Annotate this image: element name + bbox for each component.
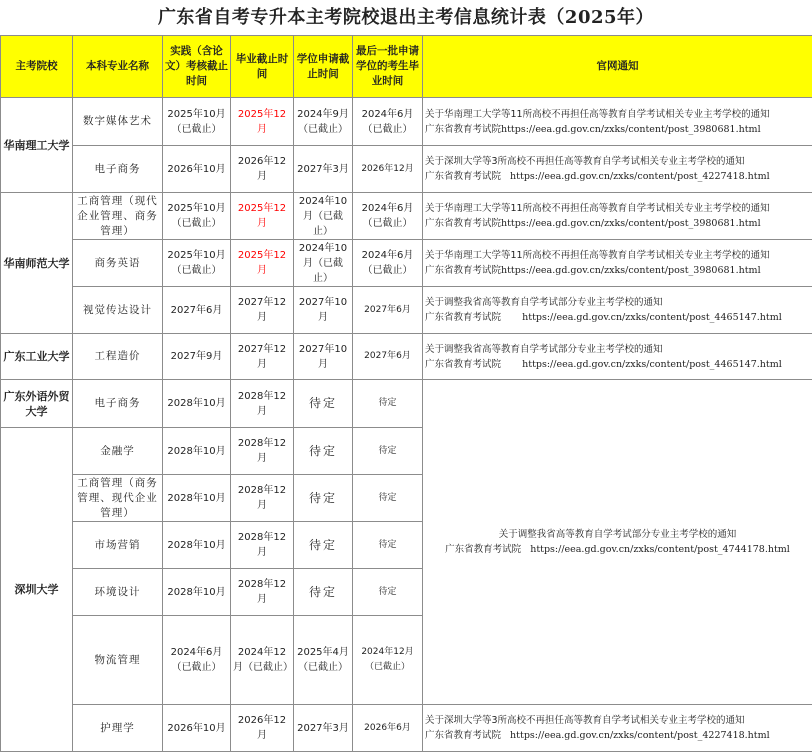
school-cell: 华南理工大学 bbox=[1, 98, 73, 193]
last-batch-cell: 2024年12月（已截止） bbox=[353, 616, 423, 705]
last-batch-cell: 待定 bbox=[353, 428, 423, 475]
school-cell: 广东外语外贸大学 bbox=[1, 380, 73, 428]
last-batch-cell: 2026年12月 bbox=[353, 146, 423, 193]
notice-link[interactable]: 广东省教育考试院 https://eea.gd.gov.cn/zxks/content/post_4227418.html bbox=[425, 728, 810, 743]
page-title: 广东省自考专升本主考院校退出主考信息统计表（2025年） bbox=[0, 0, 812, 35]
notice-link[interactable]: 广东省教育考试院https://eea.gd.gov.cn/zxks/content/post_3980681.html bbox=[425, 216, 810, 231]
notice-title: 关于深圳大学等3所高校不再担任高等教育自学考试相关专业主考学校的通知 bbox=[425, 713, 810, 728]
notice-link[interactable]: 广东省教育考试院 https://eea.gd.gov.cn/zxks/content/post_4744178.html bbox=[425, 542, 810, 557]
table-row bbox=[1, 240, 812, 287]
graduation-cell: 2028年12月 bbox=[231, 569, 294, 616]
table-row bbox=[1, 146, 812, 193]
notice-cell bbox=[423, 705, 812, 752]
major-cell: 电子商务 bbox=[73, 380, 163, 428]
notice-cell bbox=[423, 240, 812, 287]
header-notice: 官网通知 bbox=[423, 36, 812, 98]
degree-cell: 2024年10月（已截止） bbox=[294, 240, 353, 287]
table-row bbox=[1, 98, 812, 146]
major-cell: 工商管理（现代企业管理、商务管理） bbox=[73, 193, 163, 240]
header-major: 本科专业名称 bbox=[73, 36, 163, 98]
graduation-cell: 2028年12月 bbox=[231, 475, 294, 522]
notice-title: 关于调整我省高等教育自学考试部分专业主考学校的通知 bbox=[425, 527, 810, 542]
notice-link[interactable]: 广东省教育考试院 https://eea.gd.gov.cn/zxks/content/post_4227418.html bbox=[425, 169, 810, 184]
major-cell: 护理学 bbox=[73, 705, 163, 752]
notice-cell bbox=[423, 287, 812, 334]
notice-title: 关于华南理工大学等11所高校不再担任高等教育自学考试相关专业主考学校的通知 bbox=[425, 248, 810, 263]
practice-cell: 2028年10月 bbox=[163, 428, 231, 475]
notice-link[interactable]: 广东省教育考试院 https://eea.gd.gov.cn/zxks/content/post_4465147.html bbox=[425, 310, 810, 325]
graduation-cell: 2026年12月 bbox=[231, 705, 294, 752]
degree-cell: 2025年4月（已截止） bbox=[294, 616, 353, 705]
notice-link[interactable]: 广东省教育考试院https://eea.gd.gov.cn/zxks/content/post_3980681.html bbox=[425, 122, 810, 137]
exit-info-table bbox=[0, 35, 812, 752]
last-batch-cell: 2027年6月 bbox=[353, 287, 423, 334]
last-batch-cell: 待定 bbox=[353, 522, 423, 569]
header-degree: 学位申请截止时间 bbox=[294, 36, 353, 98]
table-row bbox=[1, 287, 812, 334]
practice-cell: 2028年10月 bbox=[163, 522, 231, 569]
major-cell: 环境设计 bbox=[73, 569, 163, 616]
table-row bbox=[1, 380, 812, 428]
major-cell: 视觉传达设计 bbox=[73, 287, 163, 334]
degree-cell: 待定 bbox=[294, 475, 353, 522]
degree-cell: 2027年3月 bbox=[294, 146, 353, 193]
last-batch-cell: 2024年6月（已截止） bbox=[353, 193, 423, 240]
graduation-cell: 2028年12月 bbox=[231, 380, 294, 428]
major-cell: 商务英语 bbox=[73, 240, 163, 287]
graduation-cell: 2025年12月 bbox=[231, 98, 294, 146]
graduation-cell: 2028年12月 bbox=[231, 428, 294, 475]
table-row bbox=[1, 334, 812, 380]
practice-cell: 2025年10月（已截止） bbox=[163, 193, 231, 240]
graduation-cell: 2026年12月 bbox=[231, 146, 294, 193]
last-batch-cell: 2026年6月 bbox=[353, 705, 423, 752]
header-graduation: 毕业截止时间 bbox=[231, 36, 294, 98]
practice-cell: 2026年10月 bbox=[163, 705, 231, 752]
graduation-cell: 2027年12月 bbox=[231, 334, 294, 380]
notice-link[interactable]: 广东省教育考试院https://eea.gd.gov.cn/zxks/content/post_3980681.html bbox=[425, 263, 810, 278]
school-cell: 广东工业大学 bbox=[1, 334, 73, 380]
practice-cell: 2025年10月（已截止） bbox=[163, 98, 231, 146]
header-school: 主考院校 bbox=[1, 36, 73, 98]
notice-cell bbox=[423, 146, 812, 193]
notice-cell bbox=[423, 334, 812, 380]
practice-cell: 2027年6月 bbox=[163, 287, 231, 334]
degree-cell: 2024年9月（已截止） bbox=[294, 98, 353, 146]
notice-title: 关于调整我省高等教育自学考试部分专业主考学校的通知 bbox=[425, 342, 810, 357]
last-batch-cell: 待定 bbox=[353, 475, 423, 522]
graduation-cell: 2024年12月（已截止） bbox=[231, 616, 294, 705]
practice-cell: 2026年10月 bbox=[163, 146, 231, 193]
last-batch-cell: 2027年6月 bbox=[353, 334, 423, 380]
notice-title: 关于调整我省高等教育自学考试部分专业主考学校的通知 bbox=[425, 295, 810, 310]
major-cell: 数字媒体艺术 bbox=[73, 98, 163, 146]
practice-cell: 2024年6月（已截止） bbox=[163, 616, 231, 705]
last-batch-cell: 待定 bbox=[353, 569, 423, 616]
notice-cell bbox=[423, 193, 812, 240]
practice-cell: 2027年9月 bbox=[163, 334, 231, 380]
major-cell: 工程造价 bbox=[73, 334, 163, 380]
degree-cell: 2027年10月 bbox=[294, 334, 353, 380]
header-practice: 实践（含论文）考核截止时间 bbox=[163, 36, 231, 98]
notice-title: 关于深圳大学等3所高校不再担任高等教育自学考试相关专业主考学校的通知 bbox=[425, 154, 810, 169]
practice-cell: 2025年10月（已截止） bbox=[163, 240, 231, 287]
notice-title: 关于华南理工大学等11所高校不再担任高等教育自学考试相关专业主考学校的通知 bbox=[425, 107, 810, 122]
degree-cell: 待定 bbox=[294, 380, 353, 428]
degree-cell: 2027年10月 bbox=[294, 287, 353, 334]
table-row bbox=[1, 193, 812, 240]
header-row bbox=[1, 36, 812, 98]
notice-cell bbox=[423, 98, 812, 146]
practice-cell: 2028年10月 bbox=[163, 569, 231, 616]
school-cell: 深圳大学 bbox=[1, 428, 73, 752]
major-cell: 金融学 bbox=[73, 428, 163, 475]
table-row bbox=[1, 705, 812, 752]
last-batch-cell: 待定 bbox=[353, 380, 423, 428]
major-cell: 工商管理（商务管理、现代企业管理） bbox=[73, 475, 163, 522]
last-batch-cell: 2024年6月（已截止） bbox=[353, 98, 423, 146]
last-batch-cell: 2024年6月（已截止） bbox=[353, 240, 423, 287]
major-cell: 物流管理 bbox=[73, 616, 163, 705]
major-cell: 电子商务 bbox=[73, 146, 163, 193]
graduation-cell: 2025年12月 bbox=[231, 240, 294, 287]
degree-cell: 待定 bbox=[294, 428, 353, 475]
notice-title: 关于华南理工大学等11所高校不再担任高等教育自学考试相关专业主考学校的通知 bbox=[425, 201, 810, 216]
degree-cell: 待定 bbox=[294, 522, 353, 569]
merged-notice-cell bbox=[423, 380, 812, 705]
degree-cell: 2027年3月 bbox=[294, 705, 353, 752]
header-last-batch: 最后一批申请学位的考生毕业时间 bbox=[353, 36, 423, 98]
graduation-cell: 2028年12月 bbox=[231, 522, 294, 569]
graduation-cell: 2027年12月 bbox=[231, 287, 294, 334]
notice-link[interactable]: 广东省教育考试院 https://eea.gd.gov.cn/zxks/content/post_4465147.html bbox=[425, 357, 810, 372]
graduation-cell: 2025年12月 bbox=[231, 193, 294, 240]
degree-cell: 待定 bbox=[294, 569, 353, 616]
major-cell: 市场营销 bbox=[73, 522, 163, 569]
school-cell: 华南师范大学 bbox=[1, 193, 73, 334]
practice-cell: 2028年10月 bbox=[163, 380, 231, 428]
practice-cell: 2028年10月 bbox=[163, 475, 231, 522]
degree-cell: 2024年10月（已截止） bbox=[294, 193, 353, 240]
